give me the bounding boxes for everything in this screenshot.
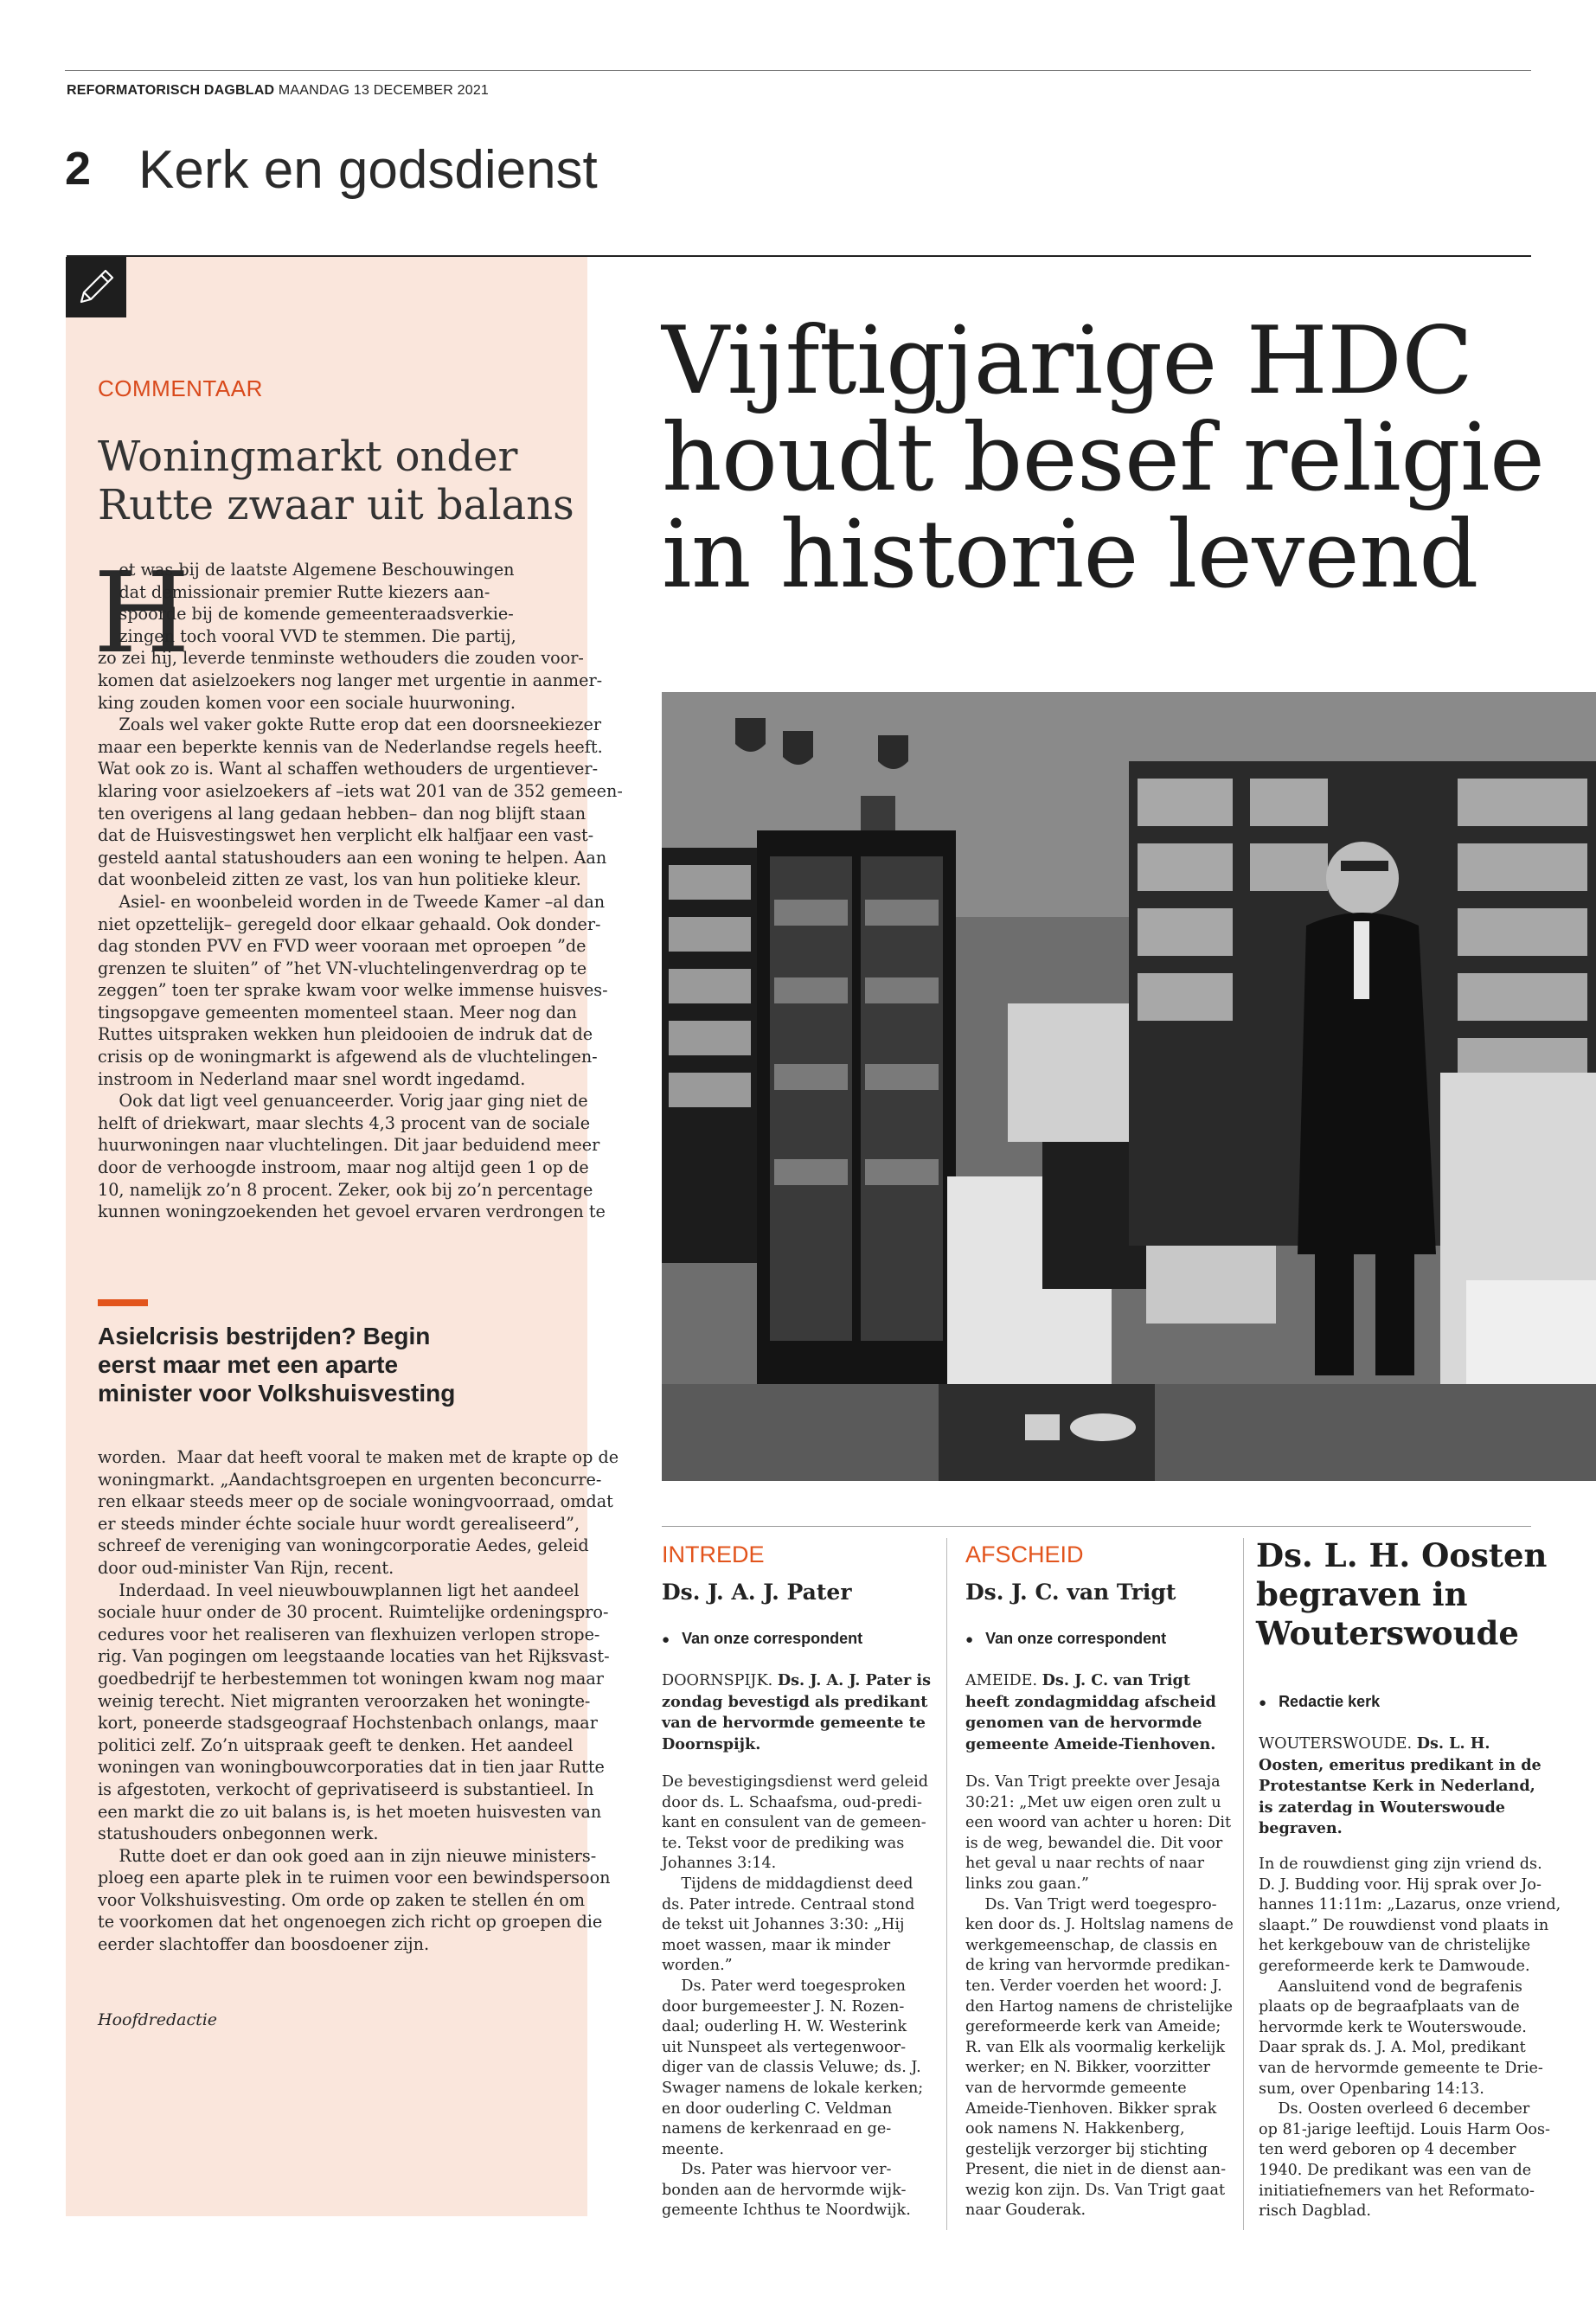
col3-title: Ds. L. H. Oosten begraven in Wouterswoude — [1256, 1536, 1548, 1652]
commentary-body-part2: worden. Maar dat heeft vooral te maken met de krapte op de woningmarkt. „Aandachtsgroepen en urgenten beconcurre- ren elkaar steeds meer op de sociale woningvoorraad, omdat er steeds minder échte sociale huur wordt gerealiseerd”, schreef de vereniging van woningcorporatie Aedes, geleid door oud-minister Van Rijn, recent. Inderdaad. In veel nieuwbouwplannen ligt het aandeel sociale huur onder de 30 procent. Ruimtelijke ordeningspro- cedures voor het realiseren van flexhuizen verlopen strope- rig. Van pogingen om leegstaande locaties van het Rijksvast- goedbedrijf te herbestemmen tot woningen kwam nog maar weinig terecht. Niet migranten veroorzaken het woningte- kort, poneerde stadsgeograaf Hochstenbach onlangs, maar politici zelf. Zo’n uitspraak geeft te denken. Het aandeel woningen van woningbouwcorporaties dat in tien jaar Rutte is afgestoten, verkocht of geprivatiseerd is substantieel. In een markt die zo uit balans is, is het moeten huisvesten van statushouders onbegonnen werk. Rutte doet er dan ook goed aan in zijn nieuwe ministers- ploeg een aparte plek in te ruimen voor een bewindspersoon voor Volkshuisvesting. Om orde op zaken te stellen én om te voorkomen dat het ongenoegen zich richt op groepen die eerder slachtoffer dan boosdoener zijn. — [98, 1447, 619, 1955]
col1-lead-block — [662, 1670, 931, 1755]
col2-text: Ds. Van Trigt preekte over Jesaja 30:21: „Met uw eigen oren zult u een woord van achter u horen: Dit is de weg, bewandel die. Dit voor het geval u naar rechts of naar links zou gaan.” Ds. Van Trigt werd toegespro- ken door ds. J. Holtslag namens de werkgemeenschap, de classis en de kring van hervormde predikan- ten. Verder voerden het woord: J. den Hartog namens de christelijke gereformeerde kerk van Ameide; R. van Elk als voormalig kerkelijk werker; en N. Bikker, voorzitter van de hervormde gemeente Ameide-Tienhoven. Bikker sprak ook namens N. Hakkenberg, gestelijk verzorger bij stichting Present, die niet in de dienst aan- wezig kon zijn. Ds. Van Trigt gaat naar Gouderak. — [965, 1773, 1234, 2220]
paper-name: REFORMATORISCH DAGBLAD — [67, 83, 275, 98]
pull-quote: Asielcrisis bestrijden? Begin eerst maar met een aparte minister voor Volkshuisvesting — [98, 1323, 456, 1407]
main-headline: Vijftigjarige HDC houdt besef religie in historie levend — [662, 307, 1545, 609]
col3-byline: ● Redactie kerk — [1259, 1693, 1380, 1711]
col2-lead-block — [965, 1670, 1216, 1755]
col1-byline: ● Van onze correspondent — [662, 1630, 862, 1648]
col3-text: In de rouwdienst ging zijn vriend ds. D. J. Budding voor. Hij sprak over Jo- hannes 11:11m: „Lazarus, onze vriend, slaapt.” De rouwdienst vond plaats in het kerkgebouw van de christelijke gereformeerde kerk te Damwoude. Aansluitend vond de begrafenis plaats op de begraafplaats van de hervormde kerk te Wouterswoude. Daar sprak ds. J. A. Mol, predikant van de hervormde gemeente te Drie- sum, over Openbaring 14:13. Ds. Oosten overleed 6 december op 81-jarige leeftijd. Louis Harm Oos- ten werd geboren op 4 december 1940. De predikant was een van de initiatiefnemers van het Reformato- risch Dagblad. — [1259, 1856, 1561, 2221]
col1-lead: Ds. J. A. J. Pater is zondag bevestigd als predikant van de hervormde gemeente te Doornspijk. — [662, 1671, 932, 1753]
col1-kicker: INTREDE — [662, 1541, 765, 1567]
masthead — [67, 83, 489, 99]
commentary-signoff: Hoofdredactie — [98, 2010, 218, 2029]
col2-lead: Ds. J. C. van Trigt heeft zondagmiddag afscheid genomen van de hervormde gemeente Ameide-Tienhoven. — [965, 1671, 1216, 1753]
col3-lead-block — [1259, 1734, 1542, 1840]
library-photo — [662, 692, 1596, 1481]
pen-icon — [66, 257, 126, 317]
top-rule — [65, 70, 1531, 71]
section-title: Kerk en godsdienst — [138, 140, 598, 200]
col2-dateline: AMEIDE. — [965, 1672, 1038, 1689]
drop-cap: H — [93, 549, 190, 678]
col2-kicker: AFSCHEID — [965, 1541, 1084, 1567]
col1-text: De bevestigingsdienst werd geleid door ds. L. Schaafsma, oud-predi- kant en consulent van de gemeen- te. Tekst voor de prediking was Johannes 3:14. Tijdens de middagdienst deed ds. Pater intrede. Centraal stond de tekst uit Johannes 3:30: „Hij moet wassen, maar ik minder worden.” Ds. Pater werd toegesproken door burgemeester J. N. Rozen- daal; ouderling H. W. Westerink uit Nunspeet als vertegenwoor- diger van de classis Veluwe; ds. J. Swager namens de lokale kerken; en door ouderling C. Veldman namens de kerkenraad en ge- meente. Ds. Pater was hiervoor ver- bonden aan de hervormde wijk- gemeente Ichthus te Noordwijk. — [662, 1773, 929, 2220]
col3-lead: Ds. L. H. Oosten, emeritus predikant in de Protestantse Kerk in Nederland, is zaterdag in Wouterswoude begraven. — [1259, 1734, 1542, 1838]
pull-quote-accent — [98, 1299, 148, 1306]
col1-dateline: DOORNSPIJK. — [662, 1672, 773, 1689]
main-photo — [662, 692, 1596, 1481]
issue-date: MAANDAG 13 DECEMBER 2021 — [278, 83, 490, 98]
column-divider-1 — [946, 1538, 947, 2230]
col1-name: Ds. J. A. J. Pater — [662, 1580, 852, 1605]
col2-name: Ds. J. C. van Trigt — [965, 1580, 1176, 1605]
col2-byline: ● Van onze correspondent — [965, 1630, 1166, 1648]
column-divider-2 — [1243, 1538, 1244, 2230]
commentary-body-part1: et was bij de laatste Algemene Beschouwingen dat demissionair premier Rutte kiezers aan- spoorde bij de komende gemeenteraadsverkie- zingen toch vooral VVD te stemmen. Die partij, zo zei hij, leverde tenminste wethouders die zouden voor- komen dat asielzoekers nog langer met urgentie in aanmer- king zouden komen voor een sociale huurwoning. Zoals wel vaker gokte Rutte erop dat een doorsneekiezer maar een beperkte kennis van de Nederlandse regels heeft. Wat ook zo is. Want al schaffen wethouders de urgentiever- klaring voor asielzoekers af –iets wat 201 van de 352 gemeen- ten overigens al lang gedaan hebben– dan nog blijft staan dat de Huisvestingswet hen verplicht elk halfjaar een vast- gesteld aantal statushouders aan een woning te helpen. Aan dat woonbeleid zitten ze vast, los van hun politieke kleur. Asiel- en woonbeleid worden in de Tweede Kamer –al dan niet opzettelijk– geregeld door elkaar gehaald. Ook donder- dag stonden PVV en FVD weer vooraan met oproepen ”de grenzen te sluiten” of ”het VN-vluchtelingenverdrag op te zeggen” toen ter sprake kwam voor welke immense huisves- tingsopgave gemeenten momenteel staan. Meer nog dan Ruttes uitspraken wekken hun pleidooien de indruk dat de crisis op de woningmarkt is afgewend als de vluchtelingen- instroom in Nederland maar snel wordt ingedamd. Ook dat ligt veel genuanceerder. Vorig jaar ging niet de helft of driekwart, maar slechts 4,3 procent van de sociale huurwoningen naar vluchtelingen. Dit jaar beduidend meer door de verhoogde instroom, maar nog altijd geen 1 op de 10, namelijk zo’n 8 procent. Zeker, ook bij zo’n percentage kunnen woningzoekenden het gevoel ervaren verdrongen te — [98, 560, 623, 1222]
page-number: 2 — [65, 143, 92, 195]
commentary-title: Woningmarkt onder Rutte zwaar uit balans — [98, 433, 574, 529]
col3-dateline: WOUTERSWOUDE. — [1259, 1735, 1413, 1753]
column-top-rule — [662, 1526, 1531, 1527]
commentary-kicker: COMMENTAAR — [98, 375, 263, 401]
